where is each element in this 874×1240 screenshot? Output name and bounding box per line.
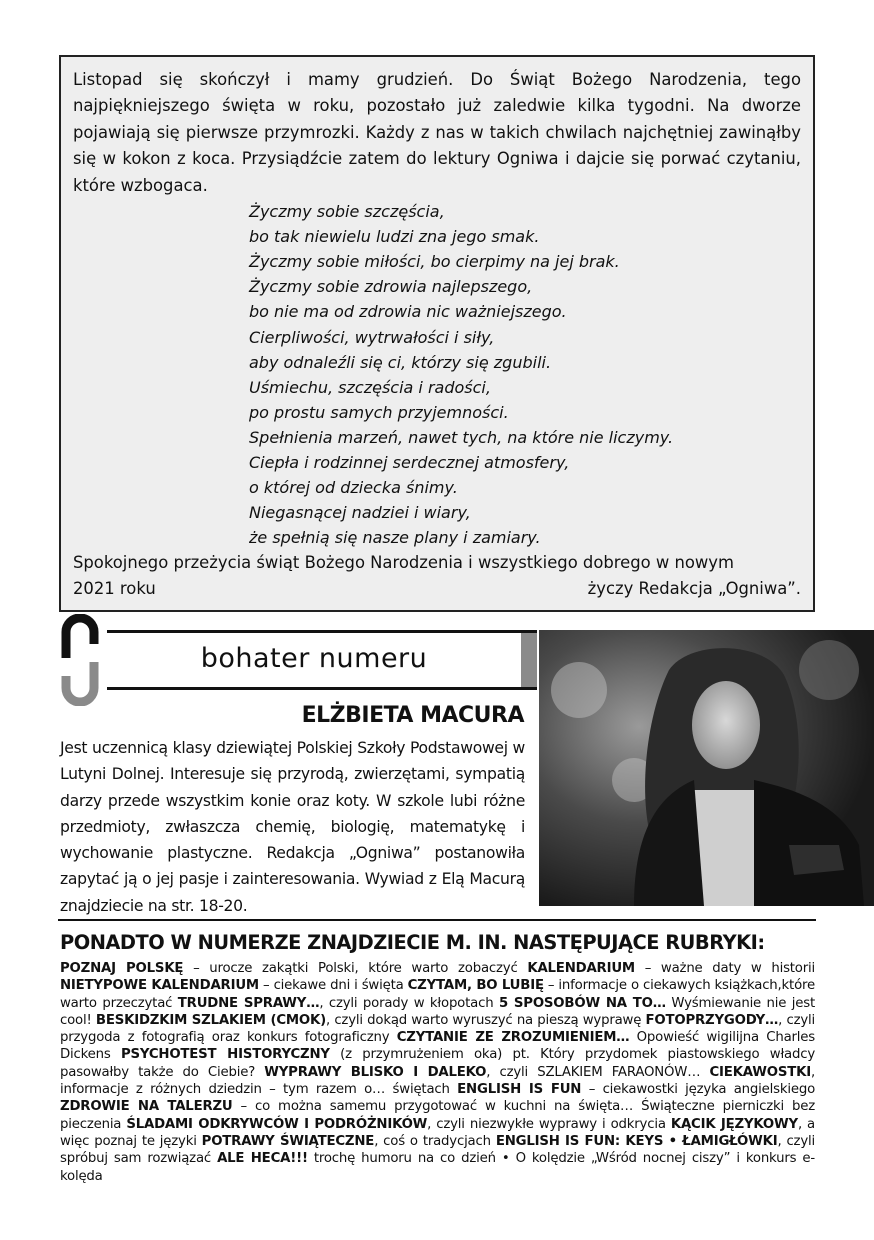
rubric-description: Opowieść wigilijna Charles Dickens: [60, 1030, 815, 1063]
poem-line: Życzmy sobie miłości, bo cierpimy na jej brak.: [249, 252, 620, 272]
rubric-name: ENGLISH IS FUN: [457, 1082, 582, 1098]
rubric-description: , czyli dokąd warto wyruszyć na pieszą wyprawę: [326, 1012, 646, 1028]
rubric-description: , czyli porady w kłopotach: [319, 995, 499, 1011]
rubric-description: – ważne daty w historii: [634, 961, 816, 976]
intro-box: [59, 55, 815, 612]
rubric-name: CZYTANIE ZE ZROZUMIENIEM…: [396, 1030, 630, 1046]
closing-line: Spokojnego przeżycia świąt Bożego Narodzenia i wszystkiego dobrego w nowym: [73, 553, 734, 573]
rubric-description: trochę humoru na co dzień • O kolędzie „Wśród nocnej ciszy” i konkurs e-kolęda: [60, 1151, 815, 1184]
rubric-description: , czyli niezwykłe wyprawy i odkrycia: [427, 1116, 671, 1132]
rubrics-list: [60, 960, 815, 1185]
poem-line: że spełnią się nasze plany i zamiary.: [249, 528, 541, 548]
rubric-name: ZDROWIE NA TALERZU: [60, 1099, 233, 1115]
poem-line: po prostu samych przyjemności.: [249, 402, 509, 422]
ogniwo-link-icon: [58, 614, 102, 706]
rubric-name: PSYCHOTEST HISTORYCZNY: [120, 1047, 330, 1063]
poem-line: aby odnaleźli się ci, którzy się zgubili.: [249, 352, 552, 372]
poem-line: Życzmy sobie szczęścia,: [249, 202, 445, 222]
hero-name: ELŻBIETA MACURA: [301, 703, 524, 728]
header-accent-bar: [521, 633, 537, 687]
rubric-name: KALENDARIUM: [527, 961, 635, 976]
poem-line: Ciepła i rodzinnej serdecznej atmosfery,: [249, 452, 570, 472]
rubric-description: Wyśmiewanie nie jest cool!: [60, 995, 815, 1028]
hero-section-header: [107, 630, 537, 690]
rubric-description: , coś o tradycjach: [374, 1133, 496, 1149]
rubric-description: – urocze zakątki Polski, które warto zobaczyć: [183, 961, 528, 976]
christmas-poem: [249, 199, 801, 550]
rubric-description: , czyli przygoda z fotografią oraz konkurs fotograficzny: [60, 1012, 816, 1046]
rubric-description: – informacje o ciekawych książkach,które warto przeczytać: [60, 978, 815, 1011]
poem-line: Uśmiechu, szczęścia i radości,: [249, 377, 491, 397]
closing-signature: życzy Redakcja „Ogniwa”.: [587, 579, 801, 599]
closing-row: [73, 576, 801, 602]
rubric-name: CZYTAM, BO LUBIĘ: [407, 978, 544, 994]
rubric-description: – ciekawostki języka angielskiego: [581, 1082, 815, 1098]
rubric-description: , informacje z różnych dziedzin – tym razem o… świętach: [60, 1064, 815, 1098]
poem-line: o której od dziecka śnimy.: [249, 478, 458, 498]
poem-line: bo tak niewielu ludzi zna jego smak.: [249, 227, 540, 247]
rubric-description: , czyli SZLAKIEM FARAONÓW…: [486, 1064, 710, 1080]
rubric-name: ŚLADAMI ODKRYWCÓW I PODRÓŻNIKÓW: [126, 1116, 428, 1132]
closing-year: 2021 roku: [73, 579, 156, 599]
poem-line: bo nie ma od zdrowia nic ważniejszego.: [249, 302, 567, 322]
rubric-description: (z przymrużeniem oka) pt. Który przydomek piastowskiego władcy pasowałby także do Ciebie?: [60, 1047, 815, 1080]
rubric-name: ALE HECA!!!: [217, 1151, 308, 1167]
rubric-name: KĄCIK JĘZYKOWY: [670, 1116, 798, 1132]
rubric-name: CIEKAWOSTKI: [709, 1064, 811, 1080]
portrait-photo: [539, 630, 874, 906]
poem-line: Spełnienia marzeń, nawet tych, na które nie liczymy.: [249, 427, 674, 447]
intro-paragraph: Listopad się skończył i mamy grudzień. Do Świąt Bożego Narodzenia, tego najpiękniejszego święta w roku, pozostało już zaledwie kilka tygodni. Na dworze pojawiają się pierwsze przymrozki. Każdy z nas w takich chwilach najchętniej zawinąłby się w kokon z koca. Przysiądźcie zatem do lektury Ogniwa i dajcie się porwać czytaniu, które wzbogaca.: [73, 70, 801, 195]
rubric-name: POZNAJ POLSKĘ: [60, 961, 184, 976]
rubric-name: ENGLISH IS FUN: KEYS • ŁAMIGŁÓWKI: [495, 1133, 778, 1149]
rubric-name: FOTOPRZYGODY…: [645, 1012, 779, 1028]
rubric-name: POTRAWY ŚWIĄTECZNE: [201, 1133, 375, 1149]
rubric-description: – co można samemu przygotować w kuchni na święta… Świąteczne pierniczki bez pieczenia: [60, 1099, 815, 1132]
rubric-name: NIETYPOWE KALENDARIUM: [60, 978, 259, 994]
hero-bio: Jest uczennicą klasy dziewiątej Polskiej Szkoły Podstawowej w Lutyni Dolnej. Interesuje się przyrodą, zwierzętami, sympatią darzy przede wszystkim konie oraz koty. W szkole lubi różne przedmioty, zwłaszcza chemię, biologię, matematykę i wychowanie plastyczne. Redakcja „Ogniwa” postanowiła zapytać ją o jej pasje i zainteresowania. Wywiad z Elą Macurą znajdziecie na str. 18-20.: [60, 739, 525, 915]
rubric-description: , czyli spróbuj sam rozwiązać: [60, 1133, 815, 1167]
rubrics-title: PONADTO W NUMERZE ZNAJDZIECIE M. IN. NASTĘPUJĄCE RUBRYKI:: [60, 931, 765, 954]
rubric-name: TRUDNE SPRAWY…: [177, 995, 320, 1011]
poem-line: Życzmy sobie zdrowia najlepszego,: [249, 277, 533, 297]
rubric-description: , a więc poznaj te języki: [60, 1116, 815, 1149]
hero-section-title: bohater numeru: [200, 643, 428, 674]
rubric-name: 5 SPOSOBÓW NA TO…: [498, 995, 666, 1011]
rubric-description: – ciekawe dni i święta: [258, 978, 408, 994]
poem-line: Niegasnącej nadziei i wiary,: [249, 503, 471, 523]
poem-line: Cierpliwości, wytrwałości i siły,: [249, 327, 495, 347]
rubric-name: WYPRAWY BLISKO I DALEKO: [264, 1064, 487, 1080]
section-divider: [58, 919, 816, 921]
rubric-name: BESKIDZKIM SZLAKIEM (CMOK): [95, 1012, 326, 1028]
